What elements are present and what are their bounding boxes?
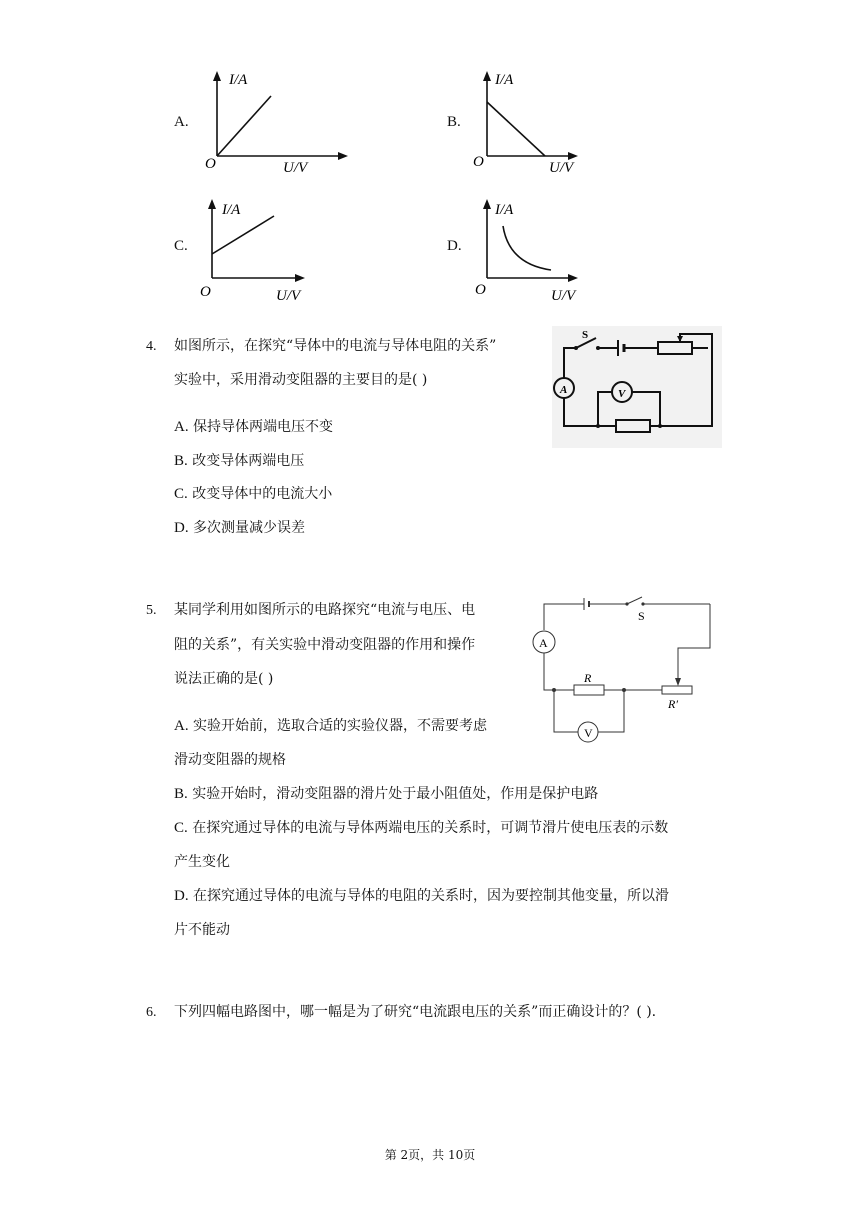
q5-option-d-letter: D.	[174, 888, 189, 904]
q4-option-d-text: 多次测量减少误差	[193, 520, 306, 536]
graph-a	[195, 68, 395, 178]
graph-a-y-label: I/A	[229, 72, 248, 88]
q5-option-d-line1	[174, 889, 669, 903]
graph-c-origin: O	[200, 284, 211, 300]
q5-stem-line2: 阻的关系”，有关实验中滑动变阻器的作用和操作	[174, 637, 476, 653]
graph-c	[190, 196, 390, 306]
q4-option-a	[174, 420, 333, 434]
q4-option-a-text: 保持导体两端电压不变	[193, 419, 334, 435]
q4-option-c	[174, 487, 332, 501]
q5-number: 5.	[146, 603, 157, 618]
graph-c-line	[212, 216, 274, 254]
graph-d	[465, 196, 665, 306]
q5-option-a-line1	[174, 719, 487, 733]
q5-option-b	[174, 787, 598, 801]
graph-d-y-label: I/A	[495, 202, 514, 218]
graph-b-line	[487, 102, 545, 156]
q4-option-a-letter: A.	[174, 419, 189, 435]
graph-b	[465, 68, 665, 178]
q4-circuit-diagram	[552, 326, 722, 448]
graph-b-y-label: I/A	[495, 72, 514, 88]
q4-number: 4.	[146, 339, 157, 354]
q5-option-c-letter: C.	[174, 820, 188, 836]
q5-option-b-text: 实验开始时，滑动变阻器的滑片处于最小阻值处，作用是保护电路	[192, 786, 599, 802]
graph-c-x-label: U/V	[276, 288, 301, 304]
q4-option-d	[174, 521, 305, 535]
q5-stem-line3: 说法正确的是( )	[174, 671, 274, 687]
graph-c-y-label: I/A	[222, 202, 241, 218]
q5-option-c-text1: 在探究通过导体的电流与导体两端电压的关系时，可调节滑片使电压表的示数	[192, 820, 669, 836]
graph-a-letter: A.	[174, 114, 189, 130]
graph-b-x-label: U/V	[549, 160, 574, 176]
q6-stem: 下列四幅电路图中，哪一幅是为了研究“电流跟电压的关系”而正确设计的？( ).	[174, 1004, 657, 1020]
page-footer: 第 2页，共 10页	[384, 1148, 476, 1162]
q4-option-b-text: 改变导体两端电压	[192, 453, 305, 469]
graph-b-origin: O	[473, 154, 484, 170]
graph-a-origin: O	[205, 156, 216, 172]
q5-option-c-line2: 产生变化	[174, 854, 230, 870]
q4-option-b-letter: B.	[174, 453, 188, 469]
q5-rheostat-label: R′	[668, 697, 678, 711]
q4-voltmeter-label: V	[618, 388, 626, 400]
q5-option-d-line2: 片不能动	[174, 922, 230, 938]
q4-stem-line1: 如图所示，在探究“导体中的电流与导体电阻的关系”	[174, 338, 497, 354]
q5-option-a-letter: A.	[174, 718, 189, 734]
graph-d-curve	[503, 226, 551, 270]
q4-option-b	[174, 454, 304, 468]
q5-option-c-line1	[174, 821, 668, 835]
q5-option-a-line2: 滑动变阻器的规格	[174, 752, 286, 768]
q6-number: 6.	[146, 1005, 157, 1020]
q4-option-d-letter: D.	[174, 520, 189, 536]
graph-a-x-label: U/V	[283, 160, 308, 176]
q4-option-c-text: 改变导体中的电流大小	[192, 486, 333, 502]
q4-option-c-letter: C.	[174, 486, 188, 502]
q5-switch-label: S	[638, 609, 645, 623]
q4-stem-line2: 实验中，采用滑动变阻器的主要目的是( )	[174, 372, 428, 388]
graph-d-letter: D.	[447, 238, 462, 254]
graph-b-letter: B.	[447, 114, 461, 130]
q5-option-a-text1: 实验开始前，选取合适的实验仪器，不需要考虑	[193, 718, 488, 734]
q4-switch-label: S	[582, 329, 589, 341]
q5-ammeter-label: A	[539, 636, 548, 650]
q5-circuit-diagram	[526, 592, 722, 744]
q5-stem-line1: 某同学利用如图所示的电路探究“电流与电压、电	[174, 602, 476, 618]
q4-ammeter-label: A	[560, 384, 568, 396]
q5-option-b-letter: B.	[174, 786, 188, 802]
graph-d-origin: O	[475, 282, 486, 298]
graph-d-x-label: U/V	[551, 288, 576, 304]
q5-resistor-label: R	[584, 671, 592, 685]
q5-voltmeter-label: V	[584, 726, 593, 740]
q5-option-d-text1: 在探究通过导体的电流与导体的电阻的关系时，因为要控制其他变量，所以滑	[193, 888, 670, 904]
graph-a-line	[217, 96, 271, 156]
graph-c-letter: C.	[174, 238, 188, 254]
